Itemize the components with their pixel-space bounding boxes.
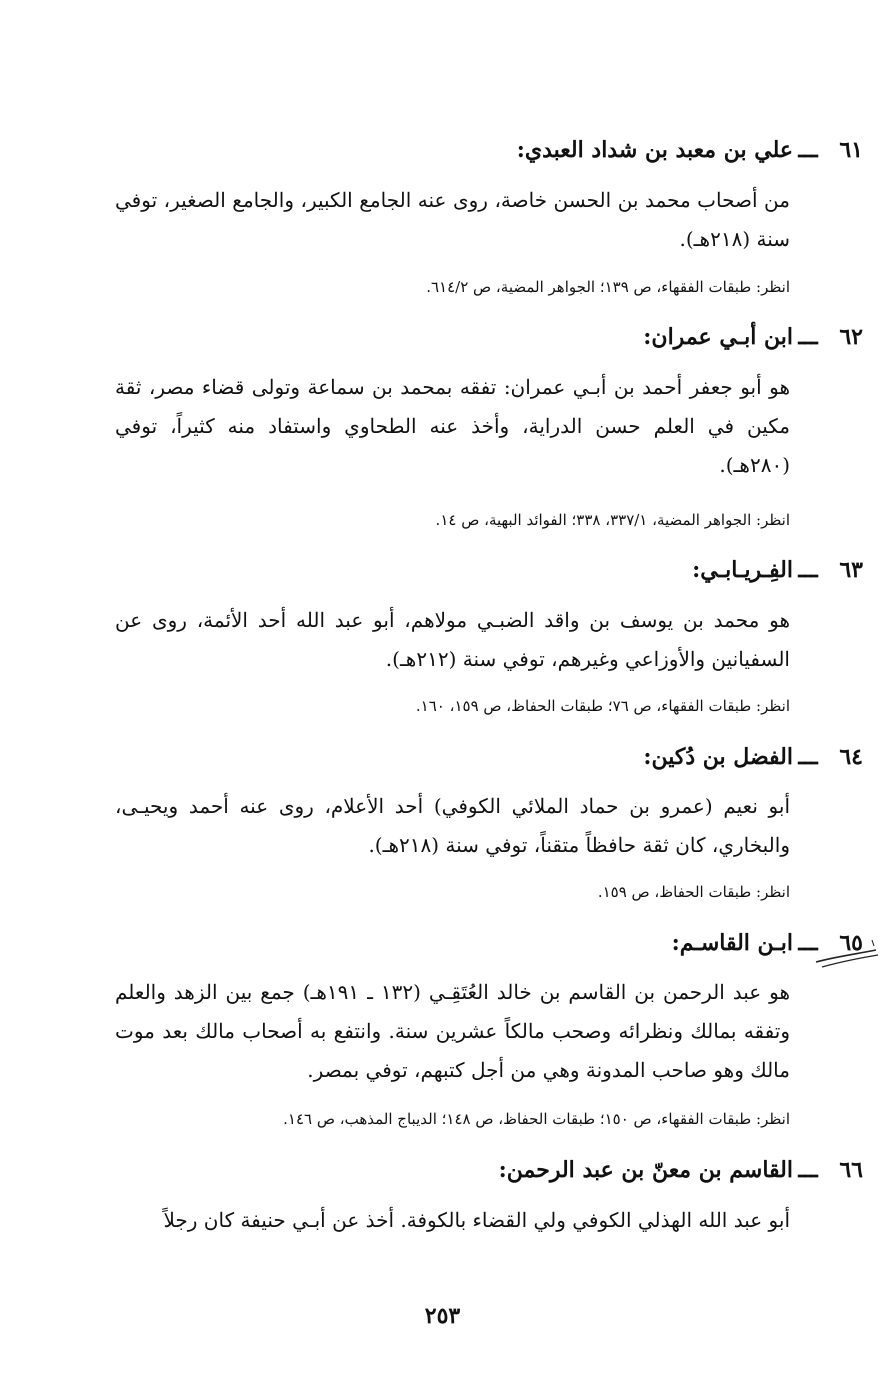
entry-title: ابن أبـي عمران: xyxy=(643,324,793,350)
entry-title: علي بن معبد بن شداد العبدي: xyxy=(516,137,793,163)
entry-number: ٦١ xyxy=(839,137,863,163)
entry-62-body: هو أبو جعفر أحمد بن أبـي عمران: تفقه بمحمد بن سماعة وتولى قضاء مصر، ثقة مكين في العلم حسن الدراية، وأخذ عنه الطحاوي واستفاد منه كثيراً، توفي (٢٨٠هـ). xyxy=(115,375,790,477)
entry-64-reference: انظر: طبقات الحفاظ، ص ١٥٩. xyxy=(597,883,790,901)
entry-63-body: هو محمد بن يوسف بن واقد الضبـي مولاهم، أبو عبد الله أحد الأئمة، روى عن السفيانين والأوزاعي وغيرهم، توفي سنة (٢١٢هـ). xyxy=(115,608,790,671)
entry-64-body: أبو نعيم (عمرو بن حماد الملائي الكوفي) أحد الأعلام، روى عنه أحمد ويحيـى، والبخاري، كان ثقة حافظاً متقناً، توفي سنة (٢١٨هـ). xyxy=(115,794,790,857)
entry-number: ٦٣ xyxy=(839,557,863,583)
entry-62-reference: انظر: الجواهر المضية، ٣٣٧/١، ٣٣٨؛ الفوائد البهية، ص ١٤. xyxy=(435,511,790,529)
entry-number: ٦٦ xyxy=(839,1157,863,1183)
entry-63-heading xyxy=(113,555,863,585)
entry-66-heading xyxy=(113,1155,863,1185)
entry-title: الفِـريـابـي: xyxy=(692,557,793,583)
entry-dash: ـــ xyxy=(798,1157,818,1183)
entry-65-reference: انظر: طبقات الفقهاء، ص ١٥٠؛ طبقات الحفاظ، ص ١٤٨؛ الديباج المذهب، ص ١٤٦. xyxy=(283,1110,790,1128)
entry-dash: ـــ xyxy=(798,557,818,583)
entry-64-heading xyxy=(113,742,863,772)
entry-63-reference: انظر: طبقات الفقهاء، ص ٧٦؛ طبقات الحفاظ، ص ١٥٩، ١٦٠. xyxy=(415,697,790,715)
entry-61-heading xyxy=(113,135,863,165)
entry-number: ٦٥ xyxy=(839,930,863,956)
entry-dash: ـــ xyxy=(798,137,818,163)
entry-number: ٦٢ xyxy=(839,324,863,350)
entry-title: القاسم بن معنّ بن عبد الرحمن: xyxy=(498,1157,793,1183)
entry-65-body: هو عبد الرحمن بن القاسم بن خالد العُتَقِـي (١٣٢ ـ ١٩١هـ) جمع بين الزهد والعلم وتفقه بمالك ونظرائه وصحب مالكاً عشرين سنة. وانتفع به أصحاب مالك بعد موت مالك وهو صاحب المدونة وهي من أجل كتبهم، توفي بمصر. xyxy=(115,980,791,1082)
page-number: ٢٥٣ xyxy=(424,1303,461,1329)
entry-61-reference: انظر: طبقات الفقهاء، ص ١٣٩؛ الجواهر المضية، ص ٦١٤/٢. xyxy=(426,278,790,296)
entry-65-heading xyxy=(113,928,863,958)
entry-number: ٦٤ xyxy=(839,744,863,770)
entry-title: ابـن القاسـم: xyxy=(671,930,793,956)
pen-underline-mark xyxy=(812,938,882,974)
entry-dash: ـــ xyxy=(798,324,818,350)
entry-62-heading xyxy=(113,322,863,352)
entry-dash: ـــ xyxy=(798,744,818,770)
entry-dash: ـــ xyxy=(798,930,818,956)
entry-66-body: أبو عبد الله الهذلي الكوفي ولي القضاء بالكوفة. أخذ عن أبـي حنيفة كان رجلاً xyxy=(163,1208,790,1232)
entry-61-body: من أصحاب محمد بن الحسن خاصة، روى عنه الجامع الكبير، والجامع الصغير، توفي سنة (٢١٨هـ). xyxy=(115,188,790,251)
entry-title: الفضل بن دُكين: xyxy=(643,744,793,770)
